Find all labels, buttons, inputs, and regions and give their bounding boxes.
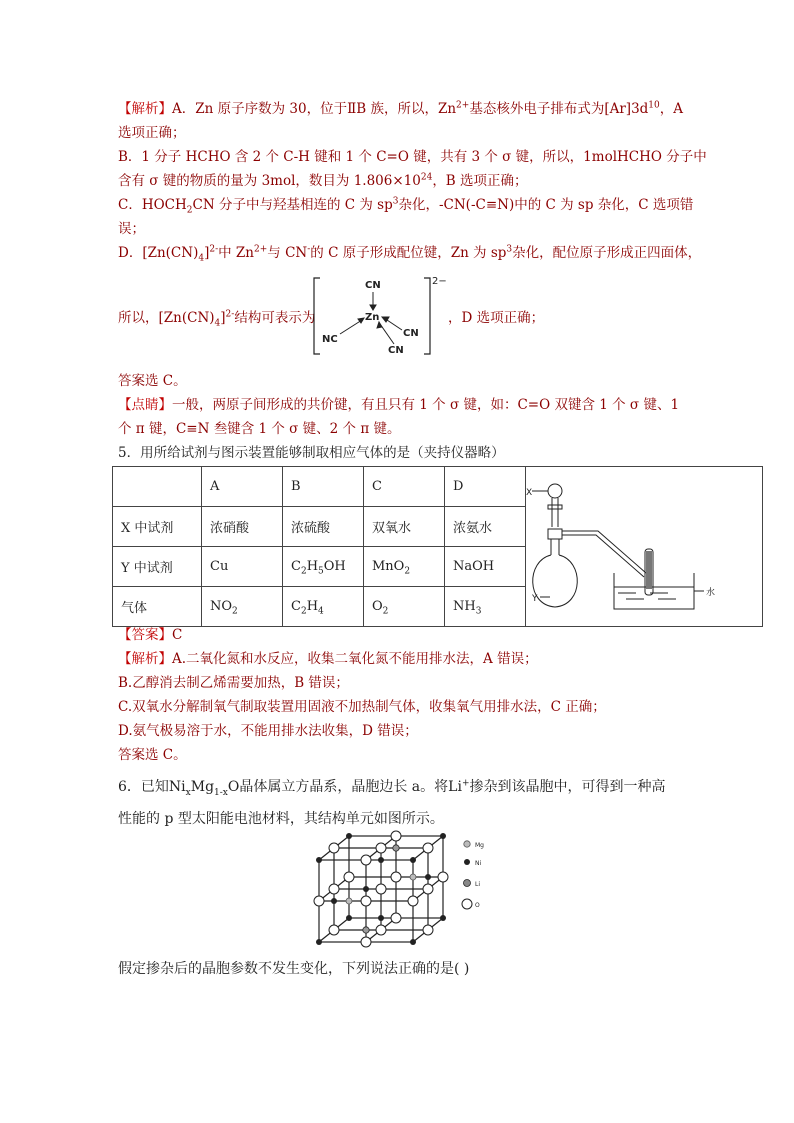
analysis-a-line2: 选项正确； bbox=[118, 125, 186, 141]
complex-bottom: CN bbox=[388, 345, 404, 356]
q6-line2: 性能的 p 型太阳能电池材料，其结构单元如图所示。 bbox=[118, 811, 444, 827]
q5-analysis-a: 【解析】A.二氧化氮和水反应，收集二氧化氮不能用排水法，A 错误； bbox=[118, 651, 538, 667]
apparatus-y-label: Y bbox=[532, 593, 538, 604]
analysis-c-line2: 误； bbox=[118, 221, 145, 237]
legend-o: O bbox=[475, 902, 480, 909]
apparatus-x-label: X bbox=[526, 487, 533, 498]
q5-final: 答案选 C。 bbox=[118, 747, 187, 763]
analysis-d-line1: D．$[Zn(CN)_4]^{2-}$中 $Zn^{2+}$与 CN-的 C 原子形成配位键，Zn 为 $sp^3$杂化，配位原子形成正四面体， bbox=[118, 244, 702, 264]
apparatus-cell bbox=[526, 467, 763, 627]
legend-li: Li bbox=[475, 881, 481, 888]
q5-analysis-c: C.双氧水分解制氧气制取装置用固液不加热制气体，收集氧气用排水法，C 正确； bbox=[118, 699, 606, 715]
q5-analysis-b: B.乙醇消去制乙烯需要加热，B 错误； bbox=[118, 675, 349, 691]
table-row: X 中试剂 浓硝酸 浓硫酸 双氧水 浓氨水 bbox=[113, 507, 763, 547]
q6-line1: 6．已知$Ni_xMg_{1-x}O$晶体属立方晶系，晶胞边长 a。将Li+掺杂到该晶胞中，可得到一种高 bbox=[118, 778, 666, 798]
q5-stem: 5．用所给试剂与图示装置能够制取相应气体的是（夹持仪器略） bbox=[118, 445, 505, 461]
analysis-a-line1: 【解析】A．Zn 原子序数为 30，位于ⅡB 族，所以，$Zn^{2+}$基态核外电子排布式为$[Ar]3d^{10}$，A bbox=[118, 100, 683, 117]
crystal-cell-diagram bbox=[305, 830, 505, 955]
q5-table bbox=[112, 466, 763, 627]
complex-left: NC bbox=[322, 334, 338, 345]
q5-analysis-d: D.氨气极易溶于水，不能用排水法收集，D 错误； bbox=[118, 723, 418, 739]
tip-line2: 个 π 键，C≡N 叁键含 1 个 σ 键、2 个 π 键。 bbox=[118, 421, 401, 437]
analysis-d-line2-end: ，D 选项正确； bbox=[448, 310, 545, 326]
analysis-answer: 答案选 C。 bbox=[118, 373, 187, 389]
q6-line3: 假定掺杂后的晶胞参数不发生变化，下列说法正确的是( ) bbox=[118, 961, 470, 977]
complex-center: Zn bbox=[365, 312, 380, 323]
complex-charge: 2− bbox=[432, 276, 447, 287]
complex-top: CN bbox=[365, 280, 381, 291]
table-row: A B C D X Y 水 bbox=[113, 467, 763, 507]
analysis-d-line2: 所以，$[Zn(CN)_4]^{2-}$结构可表示为 bbox=[118, 309, 316, 329]
analysis-tag: 【解析】 bbox=[118, 101, 172, 117]
legend-mg: Mg bbox=[475, 842, 484, 849]
table-row: Y 中试剂 Cu $C_2H_5OH$ MnO$_2$ NaOH bbox=[113, 547, 763, 587]
analysis-b-line2: 含有 σ 键的物质的量为 3mol，数目为 $1.806\times 10^{24}$，B 选项正确； bbox=[118, 172, 528, 189]
apparatus-water-label: 水 bbox=[706, 587, 716, 598]
analysis-c-line1: C．$HOCH_2CN$ 分子中与羟基相连的 C 为 $sp^3$杂化，-CN(-C≡N)中的 C 为 sp 杂化，C 选项错 bbox=[118, 196, 694, 216]
table-row: 气体 $NO_2$ $C_2H_4$ $O_2$ $NH_3$ bbox=[113, 587, 763, 627]
legend-ni: Ni bbox=[475, 860, 482, 867]
zinc-complex-diagram bbox=[310, 270, 450, 360]
tip-line1: 【点睛】一般，两原子间形成的共价键，有且只有 1 个 σ 键，如：C=O 双键含 1 个 σ 键、1 bbox=[118, 397, 680, 413]
apparatus-diagram bbox=[526, 469, 762, 621]
analysis-b-line1: B．1 分子 HCHO 含 2 个 C-H 键和 1 个 C=O 键，共有 3 个 σ 键，所以，1molHCHO 分子中 bbox=[118, 149, 707, 165]
complex-right: CN bbox=[403, 328, 419, 339]
q5-answer: 【答案】C bbox=[118, 627, 183, 643]
